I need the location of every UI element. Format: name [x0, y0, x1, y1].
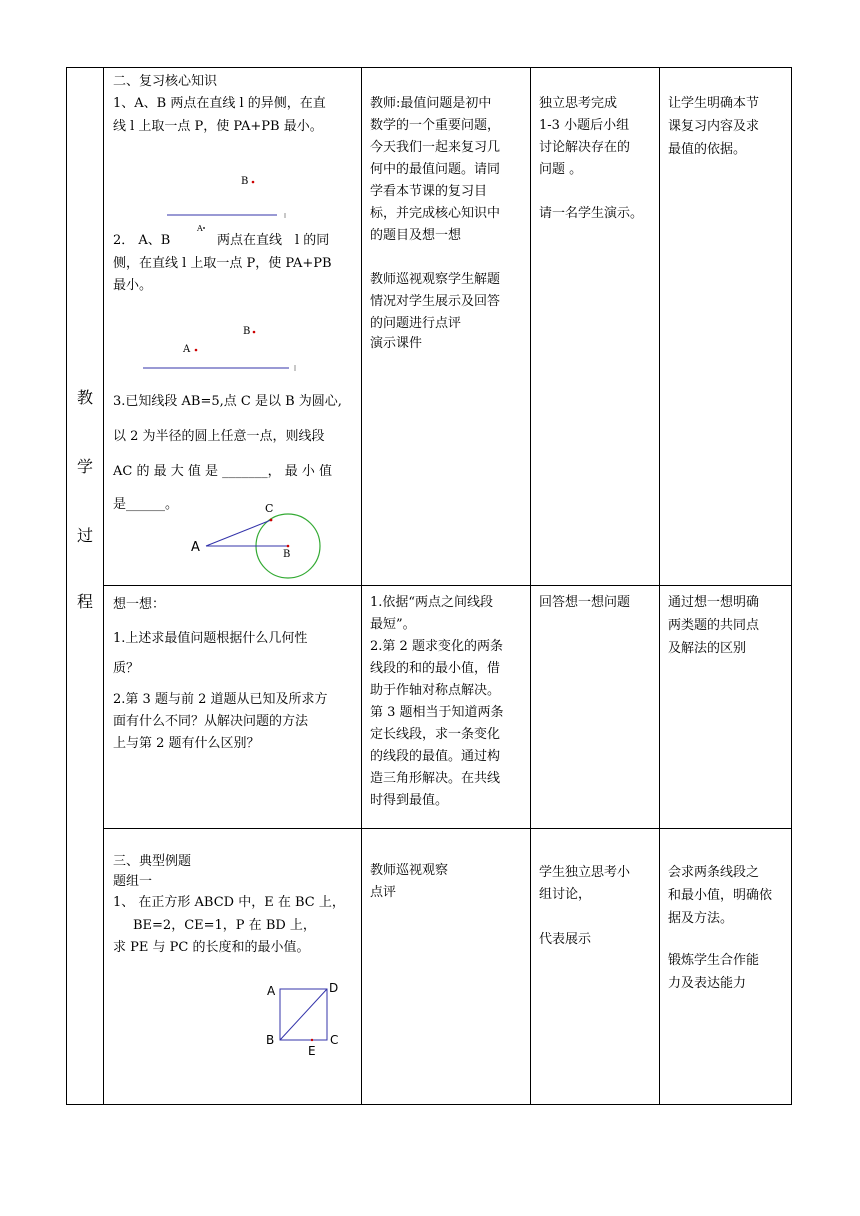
teacher-text: 的线段的最值。通过构	[370, 749, 501, 764]
figure-square	[262, 973, 352, 1058]
question-2-line: 最小。	[113, 278, 153, 293]
teacher-text: 助于作轴对称点解决。	[370, 683, 501, 698]
student-text: 请一名学生演示。	[539, 206, 644, 221]
teacher-text: 教师巡视观察	[370, 863, 449, 878]
intent-text: 力及表达能力	[668, 976, 747, 991]
teacher-text: 定长线段，求一条变化	[370, 727, 501, 742]
stage-char: 教	[76, 388, 93, 407]
teacher-text: 情况对学生展示及回答	[370, 294, 501, 309]
think-question-2: 面有什么不同？从解决问题的方法	[113, 714, 309, 729]
question-2-head: 两点在直线 l 的同	[217, 233, 330, 248]
fig4-label-e: E	[308, 1044, 316, 1058]
question-3-line: 是______。	[113, 497, 179, 512]
fig2-point-a	[195, 349, 198, 352]
example-1-line: 1、 在正方形 ABCD 中，E 在 BC 上，	[113, 895, 345, 910]
teacher-text: 造三角形解决。在共线	[370, 771, 501, 786]
fig4-label-b: B	[266, 1033, 275, 1047]
teacher-text: 演示课件	[370, 336, 423, 351]
intent-text: 和最小值，明确依	[668, 888, 773, 903]
fig3-label-b: B	[283, 549, 291, 560]
column-divider	[361, 68, 362, 1104]
question-3-line: 3.已知线段 AB=5,点 C 是以 B 为圆心,	[113, 394, 342, 409]
stage-char: 程	[76, 592, 93, 611]
column-divider	[103, 68, 104, 1104]
intent-text: 让学生明确本节	[668, 96, 760, 111]
fig2-point-b	[253, 331, 256, 334]
think-question-2: 上与第 2 题有什么区别？	[113, 736, 260, 751]
fig3-segment-ac	[206, 520, 271, 546]
fig3-label-a: A	[191, 540, 200, 555]
teacher-text: 今天我们一起来复习几	[370, 140, 501, 155]
teacher-text: 1.依据“两点之间线段	[370, 595, 494, 610]
teacher-text: 的问题进行点评	[370, 316, 462, 331]
group-title: 题组一	[113, 874, 153, 889]
fig2-label-b: B	[243, 326, 251, 337]
intent-text: 最值的依据。	[668, 142, 747, 157]
teacher-text: 的题目及想一想	[370, 228, 462, 243]
figure-circle	[187, 496, 337, 581]
intent-text: 两类题的共同点	[668, 618, 760, 633]
think-title: 想一想：	[113, 597, 166, 612]
fig3-point-c	[270, 519, 273, 522]
fig1-point-a	[203, 227, 205, 229]
column-divider	[530, 68, 531, 1104]
question-1-line: 1、A、B 两点在直线 l 的异侧，在直	[113, 96, 326, 111]
teacher-text: 标，并完成核心知识中	[370, 206, 501, 221]
fig4-diagonal-bd	[280, 989, 327, 1040]
teacher-text: 教师巡视观察学生解题	[370, 272, 501, 287]
intent-text: 锻炼学生合作能	[668, 953, 760, 968]
intent-text: 课复习内容及求	[668, 119, 760, 134]
question-3-line: 以 2 为半径的圆上任意一点，则线段	[113, 429, 325, 444]
teacher-text: 最短”。	[370, 617, 416, 632]
teacher-text: 线段的和的最小值，借	[370, 661, 501, 676]
teacher-text: 第 3 题相当于知道两条	[370, 705, 504, 720]
fig3-point-b	[287, 545, 290, 548]
question-2-head: 2． A、B	[113, 233, 171, 248]
fig4-label-a: A	[267, 984, 276, 998]
student-text: 回答想一想问题	[539, 595, 631, 610]
stage-char: 过	[76, 526, 93, 545]
row-divider	[103, 828, 791, 829]
teacher-text: 教师:最值问题是初中	[370, 96, 492, 111]
student-text: 讨论解决存在的	[539, 140, 631, 155]
column-divider	[659, 68, 660, 1104]
fig4-label-d: D	[329, 981, 339, 995]
question-3-line: AC 的 最 大 值 是 _______， 最 小 值	[113, 464, 333, 479]
question-2-line: 侧，在直线 l 上取一点 P，使 PA+PB	[113, 256, 332, 271]
figure-opposite-sides	[163, 173, 293, 233]
teacher-text: 2.第 2 题求变化的两条	[370, 639, 503, 654]
section-review-title: 二、复习核心知识	[113, 74, 218, 89]
fig1-point-b	[252, 181, 255, 184]
think-question-1: 1.上述求最值问题根据什么几何性	[113, 631, 308, 646]
fig1-label-a: A	[197, 224, 203, 233]
teacher-text: 点评	[370, 885, 397, 900]
student-text: 1-3 小题后小组	[539, 118, 630, 133]
teacher-text: 时得到最值。	[370, 793, 449, 808]
figure-same-side	[137, 320, 307, 374]
fig4-point-e	[311, 1039, 313, 1041]
student-text: 问题 。	[539, 162, 583, 177]
teacher-text: 学看本节课的复习目	[370, 184, 488, 199]
fig3-label-c: C	[265, 502, 274, 515]
student-text: 代表展示	[539, 932, 592, 947]
think-question-1: 质？	[113, 661, 140, 676]
think-question-2: 2.第 3 题与前 2 道题从已知及所求方	[113, 692, 328, 707]
row-divider	[103, 585, 791, 586]
intent-text: 及解法的区别	[668, 641, 747, 656]
teacher-text: 数学的一个重要问题，	[370, 118, 501, 133]
intent-text: 会求两条线段之	[668, 865, 760, 880]
lesson-table	[66, 67, 792, 1105]
intent-text: 通过想一想明确	[668, 595, 760, 610]
teacher-text: 何中的最值问题。请同	[370, 162, 501, 177]
question-1-line: 线 l 上取一点 P，使 PA+PB 最小。	[113, 119, 323, 134]
stage-char: 学	[76, 457, 93, 476]
examples-title: 三、典型例题	[113, 854, 192, 869]
example-1-line: 求 PE 与 PC 的长度和的最小值。	[113, 940, 310, 955]
student-text: 学生独立思考小	[539, 865, 631, 880]
student-text: 组讨论，	[539, 887, 592, 902]
fig2-label-a: A	[183, 344, 191, 355]
fig1-label-b: B	[241, 176, 249, 187]
intent-text: 据及方法。	[668, 911, 734, 926]
example-1-line: BE=2，CE=1，P 在 BD 上，	[133, 918, 316, 933]
fig4-label-c: C	[330, 1033, 339, 1047]
student-text: 独立思考完成	[539, 96, 618, 111]
